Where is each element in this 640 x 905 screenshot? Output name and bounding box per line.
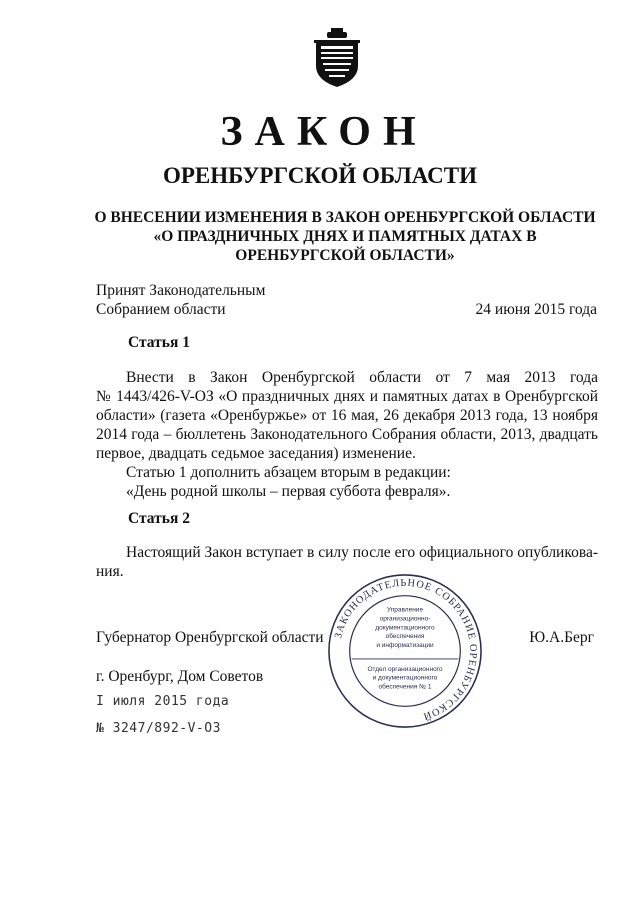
subject-line: «О ПРАЗДНИЧНЫХ ДНЯХ И ПАМЯТНЫХ ДАТАХ В: [153, 228, 537, 245]
svg-text:ЗАКОНОДАТЕЛЬНОЕ СОБРАНИЕ ОРЕНБ: [333, 578, 478, 723]
stamp-inner-text: документационного: [375, 624, 435, 632]
stamp-inner-text: и документационного: [372, 674, 438, 682]
official-stamp: [326, 572, 484, 730]
subject-line: ОРЕНБУРГСКОЙ ОБЛАСТИ»: [235, 247, 455, 264]
article-1-line: первое, двадцать седьмое заседания) изменение.: [96, 445, 416, 462]
stamp-inner-text: организационно-: [379, 615, 431, 623]
article-1-line: области» (газета «Оренбуржье» от 16 мая, 26 декабря 2013 года, 13 ноября: [96, 407, 598, 424]
law-subject: [90, 208, 600, 265]
registration-date: I июля 2015 года: [96, 694, 230, 709]
document-region: ОРЕНБУРГСКОЙ ОБЛАСТИ: [162, 163, 478, 188]
stamp-inner-text: Отдел организационного: [367, 665, 443, 673]
article-2-line: ния.: [96, 563, 124, 580]
article-2-heading: Статья 2: [128, 510, 190, 527]
article-1-line: Статью 1 дополнить абзацем вторым в редакции:: [126, 464, 451, 481]
adoption-line-1: Принят Законодательным: [96, 282, 266, 299]
adoption-line-2: Собранием области: [96, 301, 226, 318]
article-1-line: № 1443/426-V-ОЗ «О праздничных днях и памятных датах в Оренбургской: [96, 388, 598, 405]
signing-place: г. Оренбург, Дом Советов: [96, 668, 264, 685]
stamp-inner-text: Управление: [386, 606, 424, 614]
article-2-line: Настоящий Закон вступает в силу после его официального опубликова-: [126, 544, 598, 561]
stamp-inner-text: обеспечения: [385, 633, 425, 641]
article-1-line: 2014 года – бюллетень Законодательного Собрания области, 2013, двадцать: [96, 426, 598, 443]
signatory-name: Ю.А.Берг: [529, 629, 594, 646]
signatory-position: Губернатор Оренбургской области: [96, 629, 324, 646]
subject-line: О ВНЕСЕНИИ ИЗМЕНЕНИЯ В ЗАКОН ОРЕНБУРГСКОЙ ОБЛАСТИ: [94, 209, 596, 226]
article-1-line: «День родной школы – первая суббота февраля».: [126, 483, 451, 500]
coat-of-arms-icon: [312, 28, 362, 88]
article-1-heading: Статья 1: [128, 334, 190, 351]
registration-number: № 3247/892-V-ОЗ: [96, 721, 221, 736]
article-1-line: Внести в Закон Оренбургской области от 7 мая 2013 года: [126, 369, 598, 386]
adoption-date: 24 июня 2015 года: [475, 301, 597, 318]
stamp-inner-text: и информатизации: [376, 642, 434, 650]
stamp-ring-text: ЗАКОНОДАТЕЛЬНОЕ СОБРАНИЕ ОРЕНБУРГСКОЙ: [333, 577, 479, 722]
stamp-inner-text: обеспечения № 1: [378, 683, 432, 691]
article-1-body: [96, 368, 598, 501]
document-title: ЗАКОН: [220, 109, 428, 155]
